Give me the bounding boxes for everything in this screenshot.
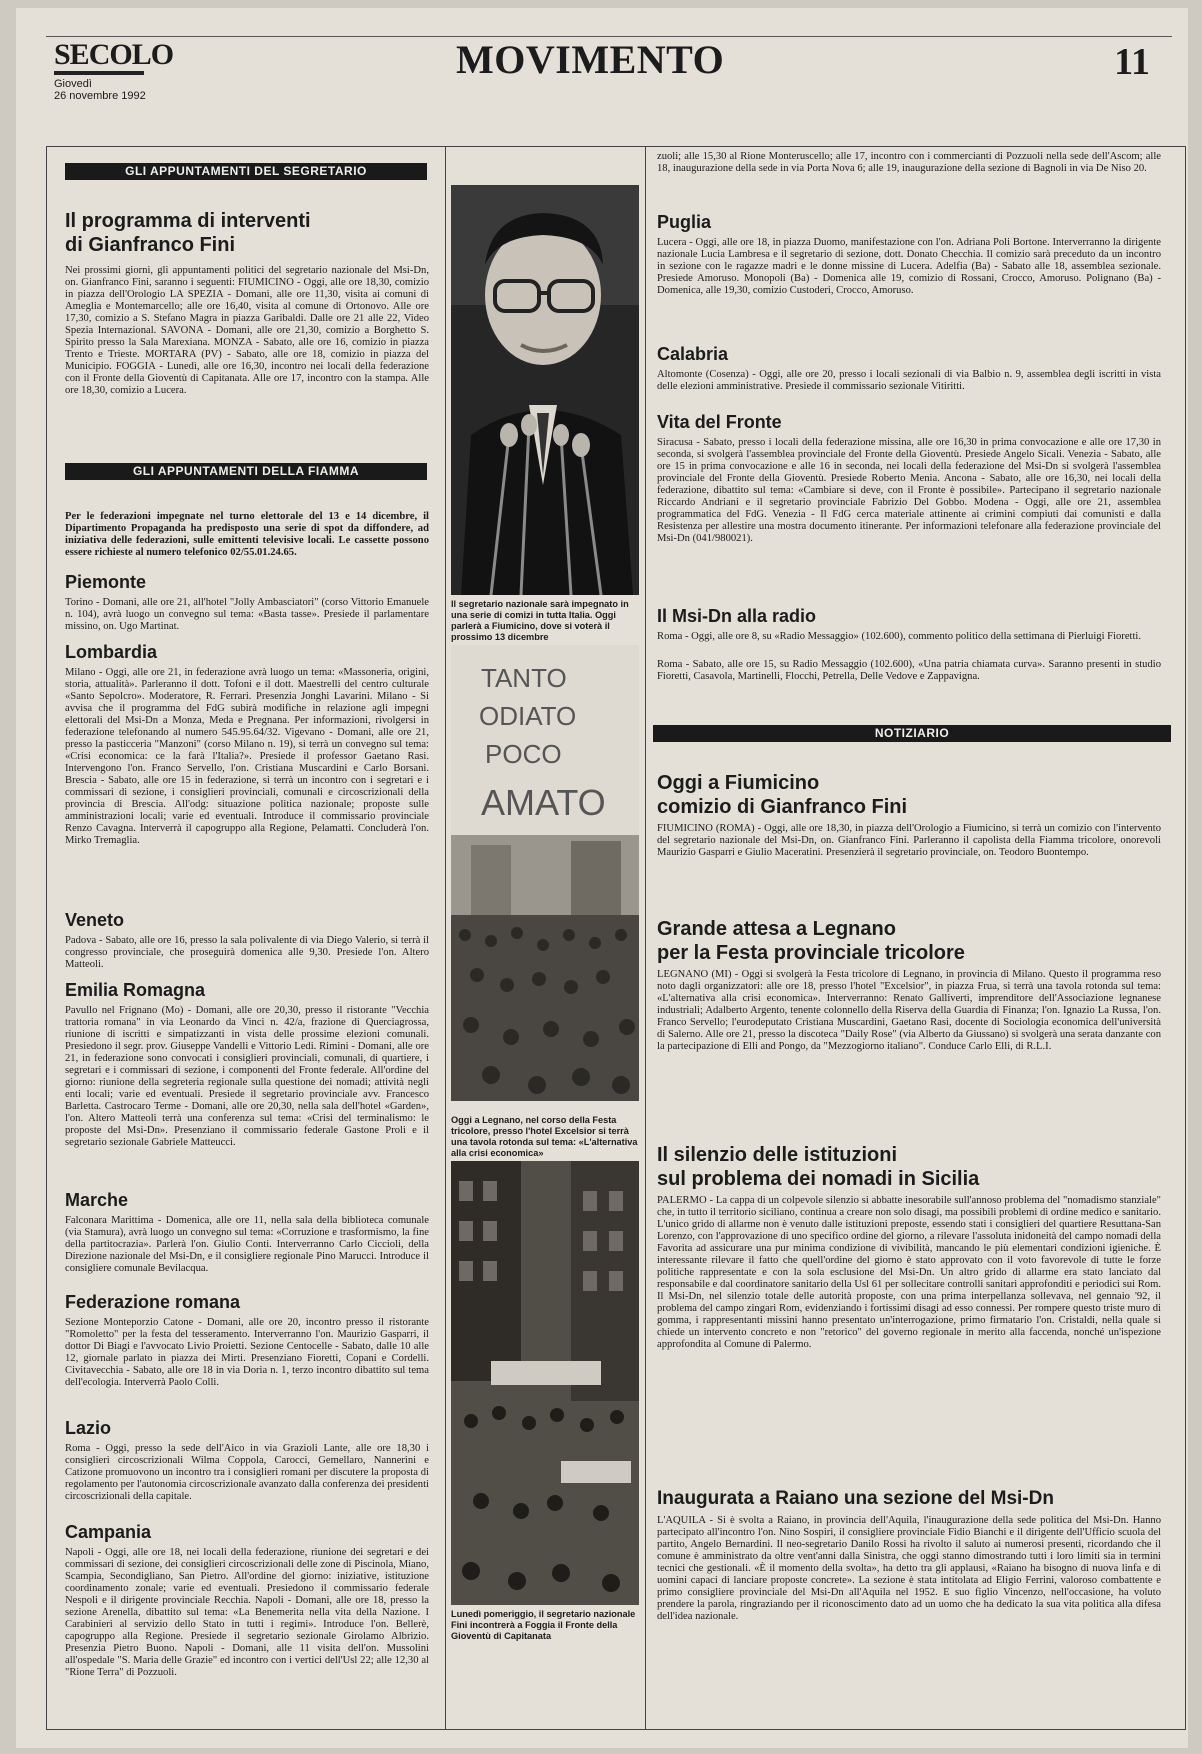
newspaper-page (16, 8, 1188, 1748)
heading-campania: Campania (65, 1522, 152, 1542)
heading-calabria: Calabria (657, 344, 729, 364)
headline-fiumicino-line-1: Oggi a Fiumicino (657, 772, 820, 794)
headline-legnano-line-1: Grande attesa a Legnano (657, 918, 896, 940)
text-lazio: Roma - Oggi, presso la sede dell'Aico in via Grazioli Lante, alle ore 18,30 i consiglieri circoscrizionali Wilma Coppola, Carocci, Gemellaro, Nannerini e Catizone promuovono un incontro tra i consiglieri romani per discutere la proposta di regolamento per l'autonomia circoscrizionale avanzato dalla conferenza dei presidenti circoscrizionali della capitale. (65, 1443, 429, 1502)
text-marche: Falconara Marittima - Domenica, alle ore 11, nella sala della biblioteca comunale (via Stamura), avrà luogo un convegno sul tema: «Corruzione e trasformismo, la fine della partitocrazia». Parlerà l'on. Giulio Conti. Interverranno Carlo Ciccioli, della Direzione nazionale del Msi-Dn, e il consigliere regionale Pino Marucci. Introduce il consigliere comunale Bevilacqua. (65, 1215, 429, 1274)
text-lombardia: Milano - Oggi, alle ore 21, in federazione avrà luogo un tema: «Massoneria, origini, storia, attualità». Parleranno il dott. Tofoni e il dott. Maestrelli del centro culturale «Santo Sepolcro». Moderatore, R. Ferrari. Presenzia Jonghi Lavarini. Milano - Si avvisa che il programma del FdG subirà modifiche in relazione agli impegni elettorali del Msi-Dn a Monza, Meda e Pregnana. Per informazioni, rivolgersi in federazione telefonando al numero 545.95.64/32. Vigevano - Domani, alle ore 21, presso la pasticceria "Manzoni" (corso Milano n. 19), si terrà un convegno sul tema: «Crisi economica: ce la farà l'Italia?». Presiede il professor Gaetano Rasi. Intervengono l'on. Franco Servello, l'on. Cristiana Muscardini e Carlo Borsani. Brescia - Sabato, alle ore 15 in federazione, si terrà un incontro con i segretari e i commissari di sezione, i consiglieri provinciali, comunali e circoscrizionali della provincia di Brescia. All'odg: situazione politica nazionale; proposte sulle amministrazioni locali; varie ed eventuali. Introduce il commissario provinciale Renzo Cavagna. Interverrà il capogruppo alla Regione, Pelamatti. Concluderà l'on. Mirko Tremaglia. (65, 667, 429, 846)
text-raiano: L'AQUILA - Si è svolta a Raiano, in provincia dell'Aquila, l'inaugurazione della sede politica del Msi-Dn. Hanno partecipato all'incontro l'on. Nino Sospiri, il consigliere provinciale Fidio Bianchi e il dirigente dell'Ufficio scuola del partito, Angelo Bernardini. Il neo-segretario Danilo Rossi ha rivolto il saluto ai numerosi presenti, ricordando che il comune è amministrato da oltre vent'anni dalla Sinistra, che oggi stanno dimostrando tutti i loro limiti sia in termini tecnici che gestionali. «È il momento della svolta», ha detto tra gli applausi, «Raiano ha bisogno di nuova linfa e di uomini capaci di lanciare proposte concrete». La sezione è stata intitolata ad Eligio Ferrini, valoroso combattente e primo consigliere provinciale del Msi-Dn all'Aquila nel 1952. E suo figlio Vincenzo, nell'occasione, ha voluto prendere la parola, ringraziando per il riconoscimento dato ad un uomo che ha dedicato la sua vita politica alla difesa dell'idea nazionale. (657, 1515, 1161, 1622)
text-segretario: Nei prossimi giorni, gli appuntamenti politici del segretario nazionale del Msi-Dn, on. Gianfranco Fini, saranno i seguenti: FIUMICINO - Oggi, alle ore 18,30, comizio in piazza dell'Orologio LA SPEZIA - Domani, alle ore 11,30, visita ai comuni di Ameglia e Montemarcello; alle ore 16,40, visita al comune di Ortonovo. Alle ore 17,30, comizio a S. Stefano Magra in piazza Garibaldi. Dalle ore 21 alle 22, Video Spezia Internazional. SAVONA - Domani, alle ore 21,30, comizio a Borghetto S. Spirito presso la Sala Marexiana. MONZA - Sabato, alle ore 16, comizio in piazza Trento e Trieste. MORTARA (PV) - Sabato, alle ore 18, comizio in piazza del Municipio. FOGGIA - Lunedì, alle ore 16,30, incontro nei locali della federazione con il Fronte della Gioventù di Capitanata. Alle ore 17, incontro con la stampa. Alle ore 18,30, comizio a Lucera. (65, 265, 429, 396)
heading-lombardia: Lombardia (65, 642, 158, 662)
page-number: 11 (1114, 41, 1150, 83)
text-nomadi: PALERMO - La cappa di un colpevole silenzio si abbatte inesorabile sull'annoso problema del "nomadismo stanziale" che, in tutto il territorio siciliano, continua a creare non solo disagi, ma possibili problemi di ordine medico e sanitario. L'unico grido di allarme non è venuto dalle istituzioni preposte, essendo stati i consiglieri del quartiere Resuttana-San Lorenzo, con l'approvazione di uno specifico ordine del giorno, a rilevare l'assoluta inidoneità del campo nomadi della Favorita ad assicurare una pur minima condizione di vivibilità, mancando le più elementari condizioni igieniche. È interessante rilevare il fatto che quell'ordine del giorno è stato approvato con il voto favorevole di tutte le forze politiche rappresentate e con la sola esclusione del Msi-Dn. Un altro grido di allarme era stato lanciato dal responsabile e dal coordinatore sanitario della Usl 61 per sollecitare controlli sanitari approfonditi e periodici sui Rom. Il Msi-Dn, nel silenzio totale delle autorità proposte, con una prima interpellanza sollevava, nel gennaio '92, il problema del campo zingari Rom, evidenziando i fortissimi disagi ad esso connessi. Per rompere questo triste muro di gomma, i rappresentanti missini hanno presentato un'interrogazione, primo firmatario l'on. Cristaldi, nella quale si chiede un intervento concreto e non "retorico" del governo regionale in merito alla faccenda, nonché un'ispezione approfondita al Comune di Palermo. (657, 1195, 1161, 1350)
heading-emilia-romagna: Emilia Romagna (65, 980, 206, 1000)
heading-puglia: Puglia (657, 212, 712, 232)
headline-legnano (657, 917, 1157, 965)
headline-fini (65, 209, 425, 257)
text-fiamma-intro: Per le federazioni impegnate nel turno elettorale del 13 e 14 dicembre, il Dipartimento Propaganda ha predisposto una serie di spot da diffondere, ad iniziativa delle federazioni, sulle emittenti televisive locali. Le cassette possono essere richieste al numero telefonico 02/55.01.24.65. (65, 511, 429, 558)
portrait-illustration (451, 185, 639, 595)
heading-lazio: Lazio (65, 1418, 112, 1438)
photo-street-march (451, 1161, 639, 1605)
heading-piemonte: Piemonte (65, 572, 147, 592)
text-piemonte: Torino - Domani, alle ore 21, all'hotel "Jolly Ambasciatori" (corso Vittorio Emanuele n. 104), avrà luogo un convegno sul tema: «Basta tasse». Presiede il parlamentare missino, on. Ugo Martinat. (65, 597, 429, 632)
text-puglia: Lucera - Oggi, alle ore 18, in piazza Duomo, manifestazione con l'on. Adriana Poli Bortone. Interverranno la dirigente nazionale Lucia Lambresa e il segretario di sezione, dott. Donato Checchia. Il comizio sarà preceduto da un incontro in sezione con le ragazze madri e le donne missine di Lucera. Adelfia (Ba) - Sabato alle 18, assemblea sezionale. Presiede Amoruso. Monopoli (Ba) - Domenica alle 19, comizio di Rossani, Crocco, Amoruso. Polignano (Ba) - Domenica, alle 19,30, comizio Custoderi, Crocco, Amoruso. (657, 237, 1161, 296)
text-emilia-romagna: Pavullo nel Frignano (Mo) - Domani, alle ore 20,30, presso il ristorante "Vecchia trattoria romana" in via Leonardo da Vinci n. 42/a, frazione di Querciagrossa, riunione di iscritti e simpatizzanti in vista delle prossime elezioni comunali. Presiedono il segr. prov. Giuseppe Vandelli e Vittorio Ledi. Rimini - Domani, alle ore 21, in federazione sono convocati i consiglieri provinciali, comunali, di quartiere, i segretari e i commissari di sezione, i componenti del Fronte federale. All'ordine del giorno: riunione della segreteria regionale sulla questione dei nomadi; attività negli enti locali; varie ed eventuali. Presiede il segretario provinciale avv. Francesco Barletta. Castrocaro Terme - Domani, alle ore 20,30, nella sala dell'hotel «Garden», l'on. Altero Matteoli terrà una conferenza sul tema: «Crisi del terminalismo: le proposte del Msi-Dn». Presenziano il commissario federale Gastone Proli e il segretario sezionale Gabriele Matteucci. (65, 1005, 429, 1148)
banner-line-4: AMATO (481, 782, 606, 823)
section-title: MOVIMENTO (456, 37, 725, 82)
kicker-notiziario: NOTIZIARIO (653, 725, 1171, 742)
text-federazione-romana: Sezione Monteporzio Catone - Domani, alle ore 20, incontro presso il ristorante "Romoletto" per la festa del tesseramento. Interverranno l'on. Maurizio Gasparri, il dottor Di Biagi e l'avvocato Livio Proietti. Sezione Centocelle - Sabato, dalle 10 alle 12, giornale parlato in piazza dei Mirti. Presenziano Fioretti, Copani e Cordelli. Civitavecchia - Sabato, alle ore 18 in via Doria n. 1, terzo incontro dibattito sul tema dell'ecologia. Interverrà Paolo Colli. (65, 1317, 429, 1388)
headline-nomadi-line-2: sul problema dei nomadi in Sicilia (657, 1168, 980, 1190)
masthead-date: 26 novembre 1992 (54, 90, 146, 102)
headline-line-1: Il programma di interventi (65, 210, 311, 232)
masthead-logo: SECOLO (54, 38, 174, 71)
headline-fiumicino (657, 771, 1157, 819)
banner-line-3: POCO (485, 739, 562, 769)
masthead-day: Giovedì (54, 78, 92, 90)
heading-federazione-romana: Federazione romana (65, 1292, 241, 1312)
headline-raiano: Inaugurata a Raiano una sezione del Msi-Dn (657, 1488, 1054, 1509)
text-legnano: LEGNANO (MI) - Oggi si svolgerà la Festa tricolore di Legnano, in provincia di Milano. Questo il programma reso noto dagli organizzatori: alle ore 18, presso l'hotel "Excelsior", in piazza Frua, si terrà una tavola rotonda sul tema: «L'alternativa alla crisi economica». Interverranno: Renato Galliverti, imprenditore dell'Associazione legnanese industriali; Adalberto Argento, tenente colonnello della Riserva della Guardia di Finanza; l'on. Ignazio La Russa, l'on. Franco Servello; l'eurodeputato Cristiana Muscardini, Gaetano Rasi, docente di Sociologia economica dell'università di Salerno. Alle ore 21, presso la discoteca "Daily Rose" (via Alberto da Giussano) si svolgerà una serata danzante con la partecipazione di Elli and Pongo, da "Mezzogiorno italiano". Conduce Carlo Elli, di R.L.I. (657, 969, 1161, 1052)
right-column (645, 147, 1185, 1729)
masthead-logo-bar (54, 71, 144, 75)
heading-radio: Il Msi-Dn alla radio (657, 606, 817, 626)
caption-foggia: Lunedì pomeriggio, il segretario nazionale Fini incontrerà a Foggia il Fronte della Gioventù di Capitanata (451, 1609, 636, 1641)
headline-line-2: di Gianfranco Fini (65, 234, 236, 256)
banner-line-2: ODIATO (479, 701, 577, 731)
photo-fini-portrait (451, 185, 639, 595)
photo-column (445, 147, 646, 1729)
masthead-dateline (54, 78, 146, 102)
masthead-rule (46, 36, 1172, 37)
left-column (47, 147, 446, 1729)
text-fiumicino: FIUMICINO (ROMA) - Oggi, alle ore 18,30, in piazza dell'Orologio a Fiumicino, si terrà un comizio con l'intervento del segretario nazionale del Msi-Dn, on. Gianfranco Fini. Parleranno il capolista della Fiamma tricolore, onorevoli Maurizio Gasparri e Giulio Maceratini. Presenzierà il segretario provinciale, on. Teodoro Buontempo. (657, 823, 1161, 858)
text-radio-2: Roma - Sabato, alle ore 15, su Radio Messaggio (102.600), «Una patria chiamata curva». Saranno presenti in studio Fioretti, Casavola, Martinelli, Flocchi, Petrella, Delle Vedove e Zappavigna. (657, 659, 1161, 682)
heading-vita-del-fronte: Vita del Fronte (657, 412, 782, 432)
heading-marche: Marche (65, 1190, 129, 1210)
march-illustration (451, 1161, 639, 1605)
text-radio-1: Roma - Oggi, alle ore 8, su «Radio Messaggio» (102.600), commento politico della settimana di Pierluigi Fioretti. (657, 631, 1141, 642)
kicker-fiamma: GLI APPUNTAMENTI DELLA FIAMMA (65, 463, 427, 480)
photo-rally-banner (451, 645, 639, 1101)
caption-portrait: Il segretario nazionale sarà impegnato in una serie di comizi in tutta Italia. Oggi parlerà a Fiumicino, dove si voterà il prossimo 13 dicembre (451, 599, 629, 642)
content-frame (46, 146, 1186, 1730)
text-campania: Napoli - Oggi, alle ore 18, nei locali della federazione, riunione dei segretari e dei commissari di sezione, dei consiglieri circoscrizionali delle zone di Piscinola, Miano, Scampia, Secondigliano, San Pietro. All'ordine del giorno: iniziative, istituzione coordinamento zonale; varie ed eventuali. Presiedono il commissario federale Nespoli e il dirigente provinciale Recchia. Napoli - Domani, alle ore 18, presso la sezione Arenella, dibattito sul tema: «La Benemerita nella vita della Nazione. I Carabinieri al servizio dello Stato in tutti i regimi». Introduce l'on. Bellerè, capogruppo alla Regione. Presiede il segretario sezionale Girolamo Albrizio. Presenzia Pietro Buono. Napoli - Domani, alle 11 visita dell'on. Mussolini all'ospedale "S. Maria delle Grazie" ed incontro con i vertici dell'Usl 22; alle 12,30 al "Rione Terra" di Pozzuoli. (65, 1547, 429, 1678)
headline-nomadi (657, 1143, 1157, 1191)
text-veneto: Padova - Sabato, alle ore 16, presso la sala polivalente di via Diego Valerio, si terrà il congresso provinciale, che proseguirà domenica alle 9,30. Presiede l'on. Altero Matteoli. (65, 935, 429, 970)
kicker-segretario: GLI APPUNTAMENTI DEL SEGRETARIO (65, 163, 427, 180)
text-campania-continued: zuoli; alle 15,30 al Rione Monteruscello; alle 17, incontro con i commercianti di Pozzuoli nella sede dell'Ascom; alle 18, inaugurazione della sede in via Porta Nova 6; alle 19, inaugurazione della sezione di Bagnoli in via De Niso 20. (657, 151, 1161, 174)
banner-line-1: TANTO (481, 663, 567, 693)
heading-veneto: Veneto (65, 910, 125, 930)
headline-nomadi-line-1: Il silenzio delle istituzioni (657, 1144, 898, 1166)
headline-legnano-line-2: per la Festa provinciale tricolore (657, 942, 965, 964)
rally-illustration (451, 645, 639, 1101)
text-vita-del-fronte: Siracusa - Sabato, presso i locali della federazione missina, alle ore 16,30 in prima convocazione e alle ore 17,30 in seconda, si svolgerà l'assemblea provinciale del Fronte della Gioventù. Presiede Angelo Sicali. Venezia - Sabato, alle ore 15 in prima convocazione e alle 16 in seconda, nei locali della federazione del Msi-Dn si svolgerà l'assemblea provinciale del Fronte della Gioventù. Presiede Roberto Menia. Ancona - Sabato, alle ore 16,30, nei locali della federazione, dibattito sul tema: «Cambiare si deve, con il Fronte è possibile». Partecipano il segretario nazionale Riccardo Andriani e il segretario provinciale Fabrizio Del Gobbo. Modena - Oggi, alle ore 21, assemblea programmatica del FdG. Venezia - Il FdG cerca materiale attinente ai crimini compiuti dai comunisti e dalla Resistenza per allestire una mostra documento itinerante. Per informazioni telefonare alla federazione provinciale del Msi-Dn (041/980021). (657, 437, 1161, 544)
caption-legnano: Oggi a Legnano, nel corso della Festa tricolore, presso l'hotel Excelsior si terrà una tavola rotonda sul tema: «L'alternativa alla crisi economica» (451, 1115, 638, 1158)
headline-fiumicino-line-2: comizio di Gianfranco Fini (657, 796, 908, 818)
text-calabria: Altomonte (Cosenza) - Oggi, alle ore 20, presso i locali sezionali di via Balbio n. 9, assemblea degli iscritti in vista delle elezioni amministrative. Presiede il commissario sezionale Vitiritti. (657, 369, 1161, 392)
